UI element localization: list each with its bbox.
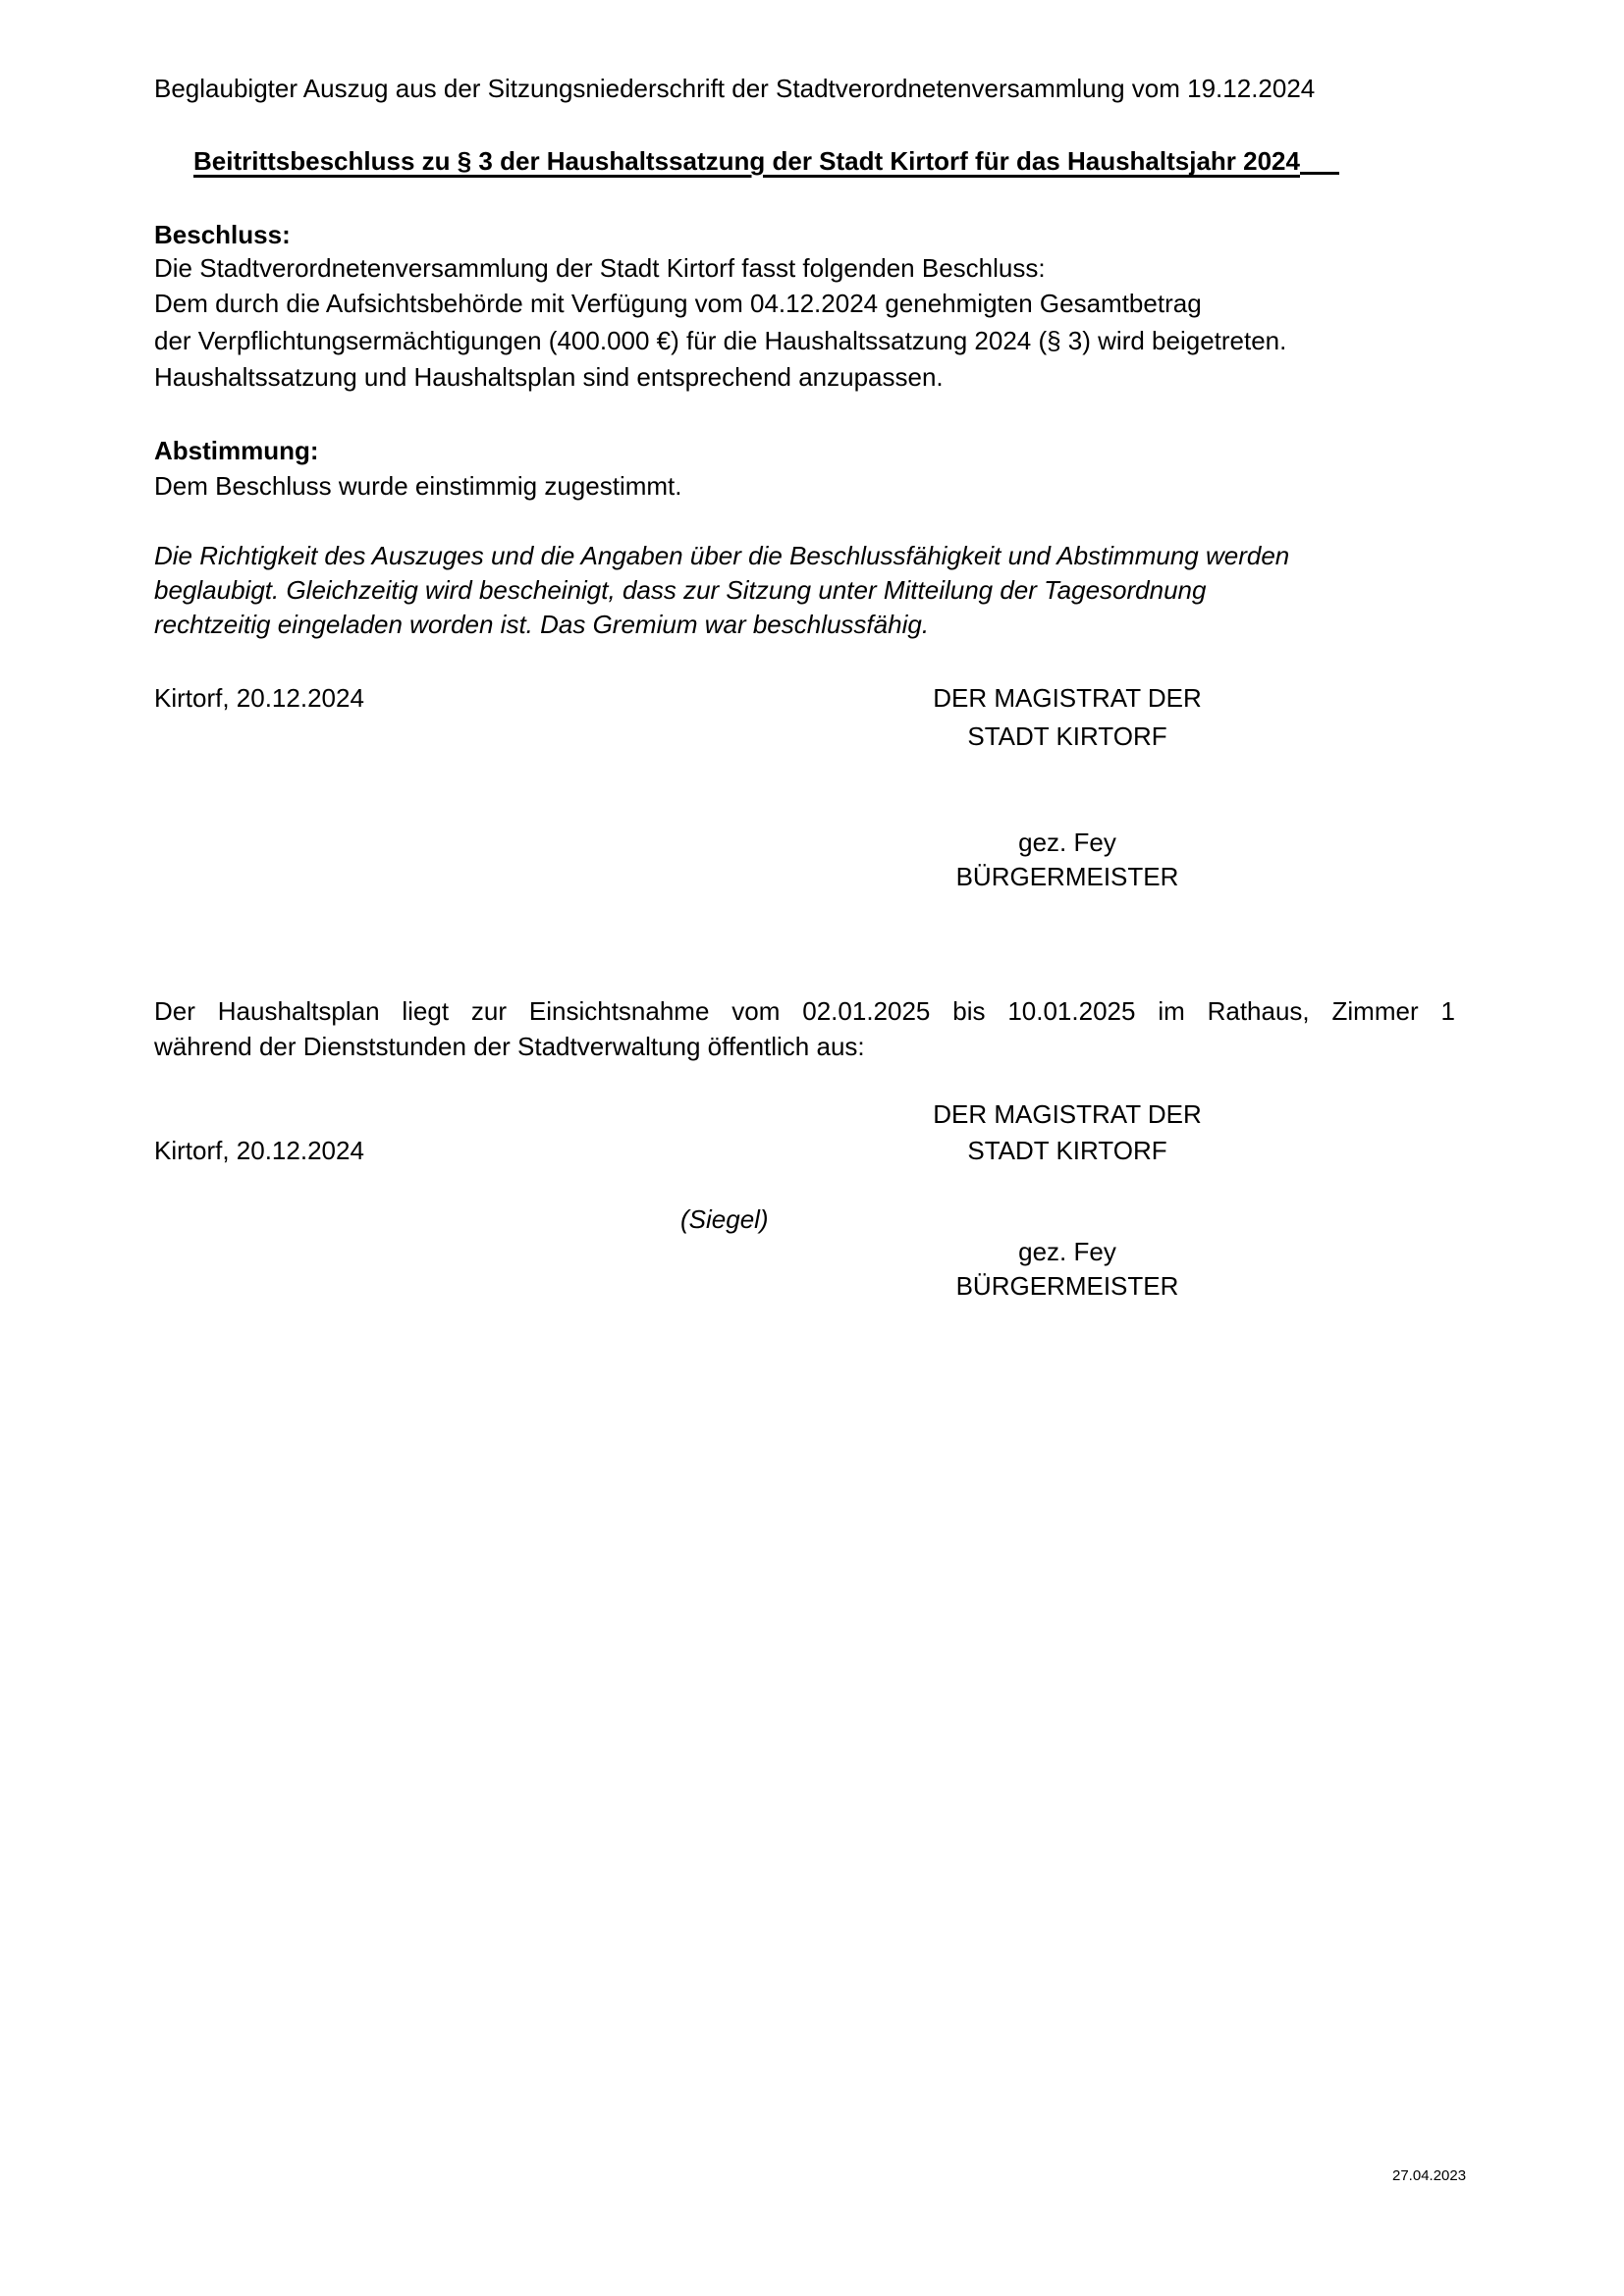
signed-by-1: gez. Fey [1018, 828, 1116, 857]
signer-role-1: BÜRGERMEISTER [955, 862, 1179, 891]
footer-date: 27.04.2023 [1392, 2167, 1467, 2184]
place-date-1: Kirtorf, 20.12.2024 [154, 683, 364, 713]
place-date-2: Kirtorf, 20.12.2024 [154, 1136, 364, 1165]
authority-line-2a: DER MAGISTRAT DER [933, 1099, 1202, 1129]
publication-line-2: während der Dienststunden der Stadtverwaltung öffentlich aus: [154, 1032, 865, 1061]
beschluss-line-2: Dem durch die Aufsichtsbehörde mit Verfügung vom 04.12.2024 genehmigten Gesamtbetrag [154, 289, 1202, 318]
resolution-title-text: Beitrittsbeschluss zu § 3 der Haushaltssatzung der Stadt Kirtorf für das Haushaltsjahr 2024 [193, 146, 1300, 176]
signer-role-2: BÜRGERMEISTER [955, 1271, 1179, 1301]
resolution-title [193, 148, 1339, 174]
certification-line-2: beglaubigt. Gleichzeitig wird bescheinigt, dass zur Sitzung unter Mitteilung der Tagesordnung [154, 575, 1207, 605]
publication-line-1: Der Haushaltsplan liegt zur Einsichtsnahme vom 02.01.2025 bis 10.01.2025 im Rathaus, Zimmer 1 [154, 996, 1455, 1026]
abstimmung-heading: Abstimmung: [154, 436, 319, 465]
certification-line-1: Die Richtigkeit des Auszuges und die Angaben über die Beschlussfähigkeit und Abstimmung werden [154, 541, 1290, 570]
authority-line-1b: STADT KIRTORF [967, 721, 1167, 751]
seal-placeholder: (Siegel) [680, 1204, 769, 1234]
abstimmung-text: Dem Beschluss wurde einstimmig zugestimmt. [154, 471, 682, 501]
beschluss-line-3: der Verpflichtungsermächtigungen (400.000 €) für die Haushaltssatzung 2024 (§ 3) wird beigetreten. [154, 326, 1287, 355]
signed-by-2: gez. Fey [1018, 1237, 1116, 1266]
document-header: Beglaubigter Auszug aus der Sitzungsniederschrift der Stadtverordnetenversammlung vom 19.12.2024 [154, 74, 1316, 103]
authority-line-1a: DER MAGISTRAT DER [933, 683, 1202, 713]
authority-line-2b: STADT KIRTORF [967, 1136, 1167, 1165]
beschluss-heading: Beschluss: [154, 220, 291, 249]
certification-line-3: rechtzeitig eingeladen worden ist. Das Gremium war beschlussfähig. [154, 610, 930, 639]
title-underline-trail [1300, 172, 1339, 175]
beschluss-line-1: Die Stadtverordnetenversammlung der Stadt Kirtorf fasst folgenden Beschluss: [154, 253, 1046, 283]
beschluss-line-4: Haushaltssatzung und Haushaltsplan sind entsprechend anzupassen. [154, 362, 944, 392]
